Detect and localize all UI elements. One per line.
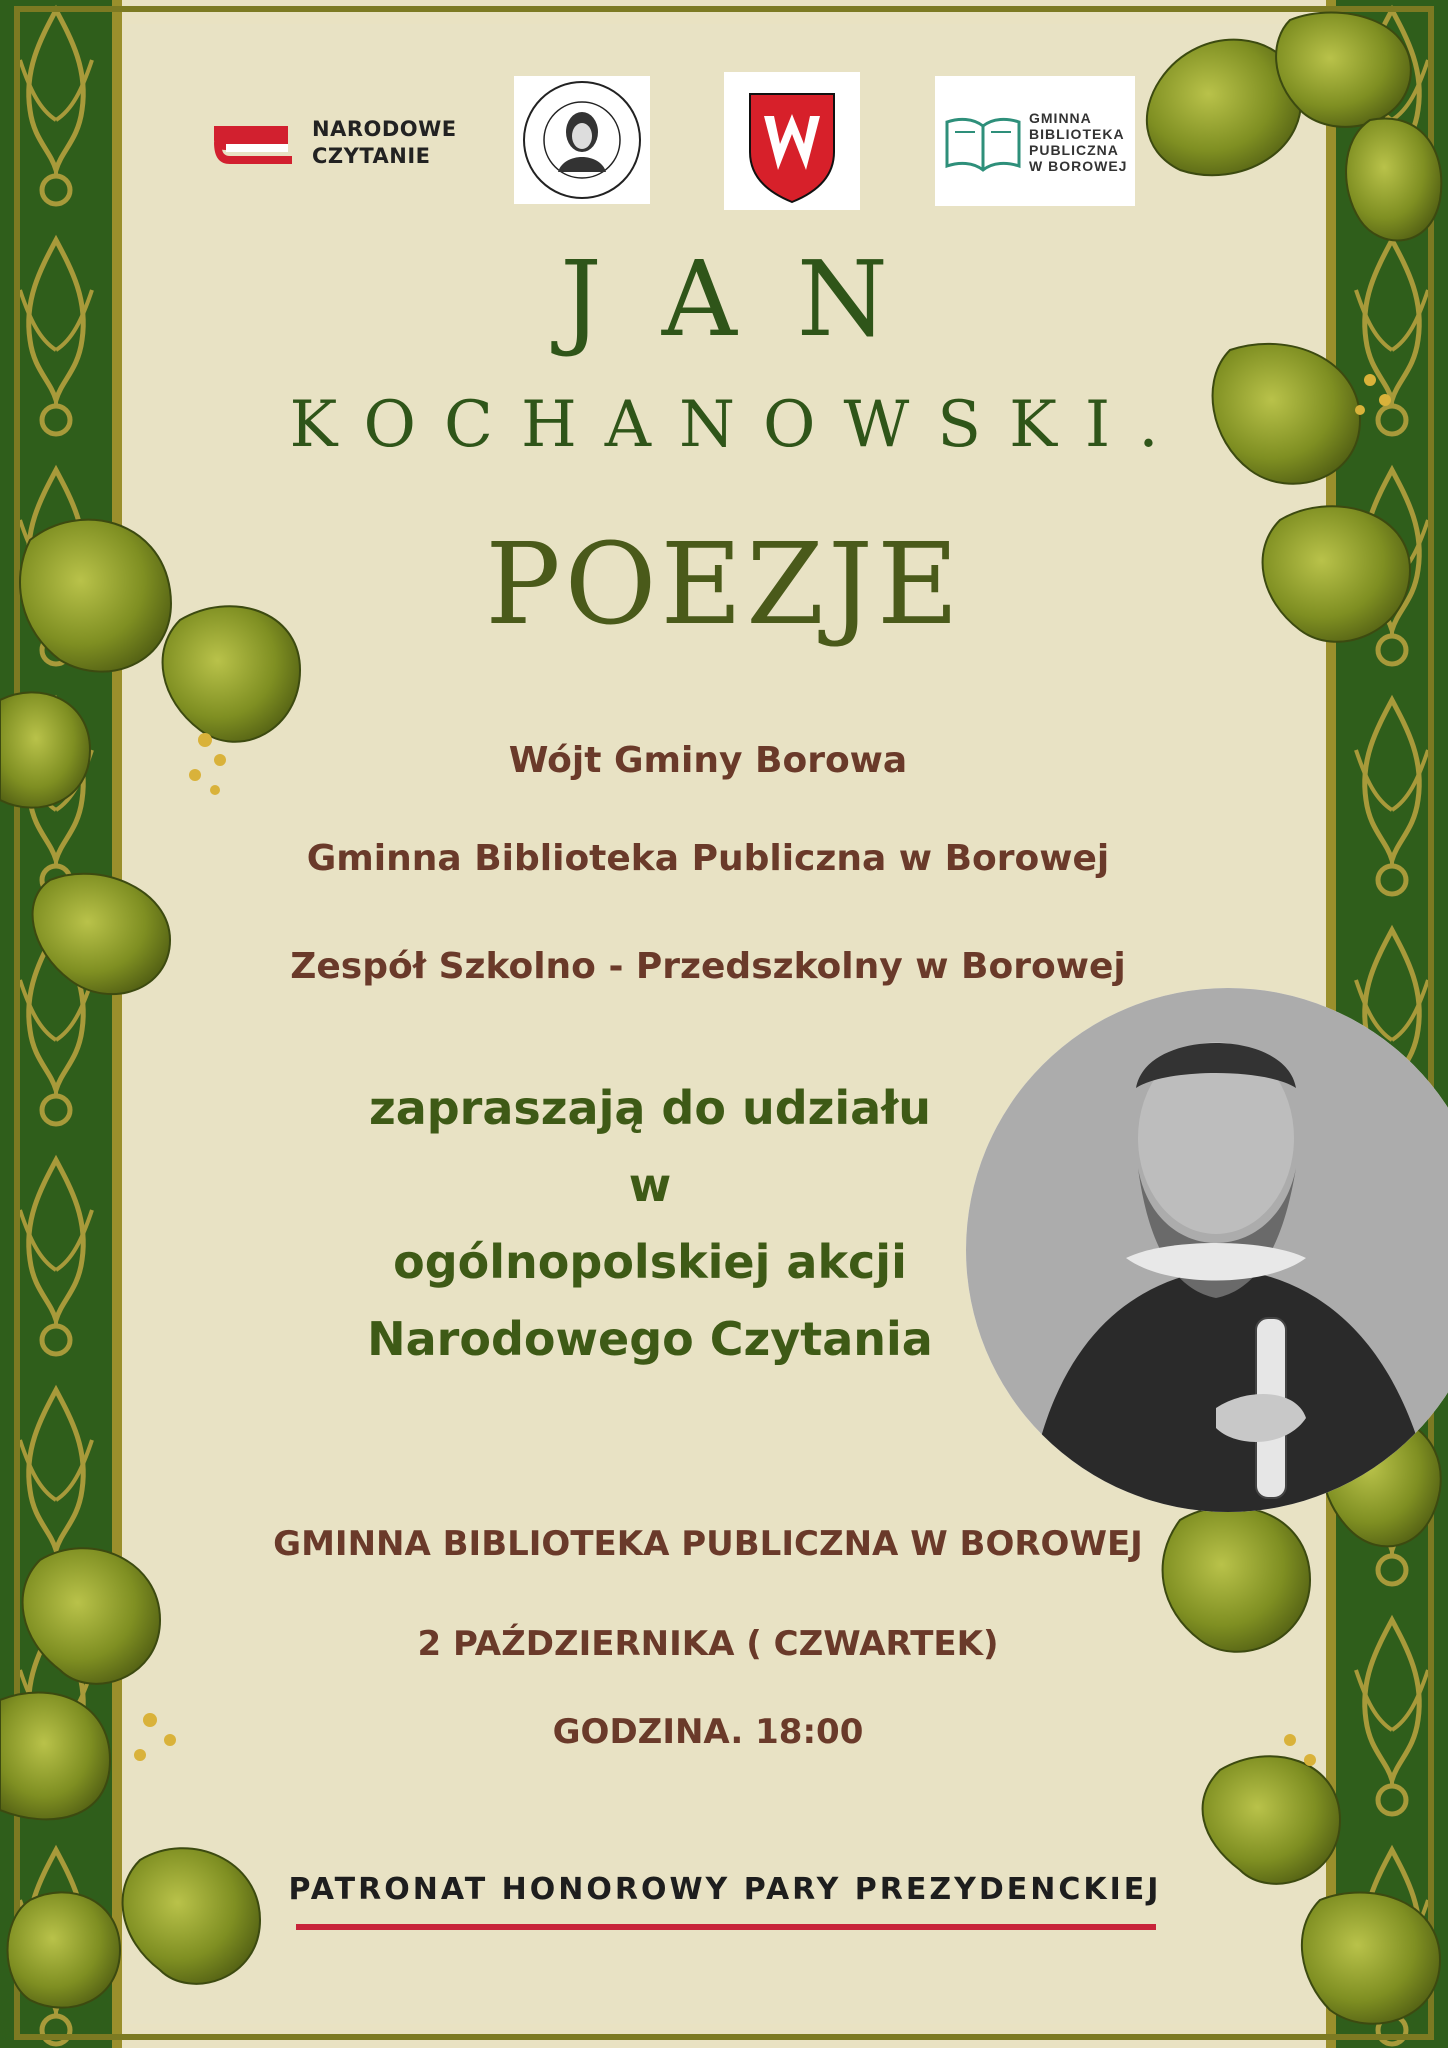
invitation-line-1: zapraszają do udziału	[368, 1081, 932, 1135]
event-place: GMINNA BIBLIOTEKA PUBLICZNA W BOROWEJ	[273, 1524, 1143, 1564]
nc-line-2: CZYTANIE	[312, 144, 431, 168]
borowa-crest-logo	[724, 72, 860, 210]
library-line-3: PUBLICZNA	[1029, 142, 1119, 158]
organizer-3: Zespół Szkolno - Przedszkolny w Borowej	[290, 946, 1126, 987]
organizer-2: Gminna Biblioteka Publiczna w Borowej	[306, 838, 1110, 879]
school-seal-icon	[514, 76, 650, 204]
title-first-name: JAN	[560, 238, 948, 360]
narodowe-czytanie-text	[312, 116, 457, 170]
shield-icon	[724, 72, 860, 210]
invitation-line-3: ogólnopolskiej akcji	[393, 1235, 907, 1289]
book-icon	[206, 120, 296, 170]
logo-row	[0, 70, 1448, 210]
library-line-2: BIBLIOTEKA	[1029, 126, 1125, 142]
narodowe-czytanie-logo	[206, 110, 476, 180]
library-logo	[935, 76, 1135, 206]
library-line-4: W BOROWEJ	[1029, 158, 1128, 174]
invitation-line-2: w	[628, 1158, 672, 1212]
patronage-underline	[296, 1924, 1156, 1930]
invitation-text	[250, 1070, 1050, 1378]
event-time: GODZINA. 18:00	[552, 1712, 864, 1752]
invitation-line-4: Narodowego Czytania	[367, 1312, 933, 1366]
nc-line-1: NARODOWE	[312, 117, 457, 141]
organizer-1: Wójt Gminy Borowa	[508, 740, 908, 781]
library-logo-text	[1029, 110, 1127, 174]
school-seal-logo	[514, 76, 650, 204]
library-line-1: GMINNA	[1029, 110, 1092, 126]
patronage-text: PATRONAT HONOROWY PARY PREZYDENCKIEJ	[288, 1872, 1162, 1907]
event-date: 2 PAŹDZIERNIKA ( CZWARTEK)	[417, 1624, 999, 1664]
open-book-icon	[943, 114, 1023, 174]
title-last-name: KOCHANOWSKI.	[289, 388, 1187, 462]
title-subtitle: POEZJE	[485, 520, 963, 650]
